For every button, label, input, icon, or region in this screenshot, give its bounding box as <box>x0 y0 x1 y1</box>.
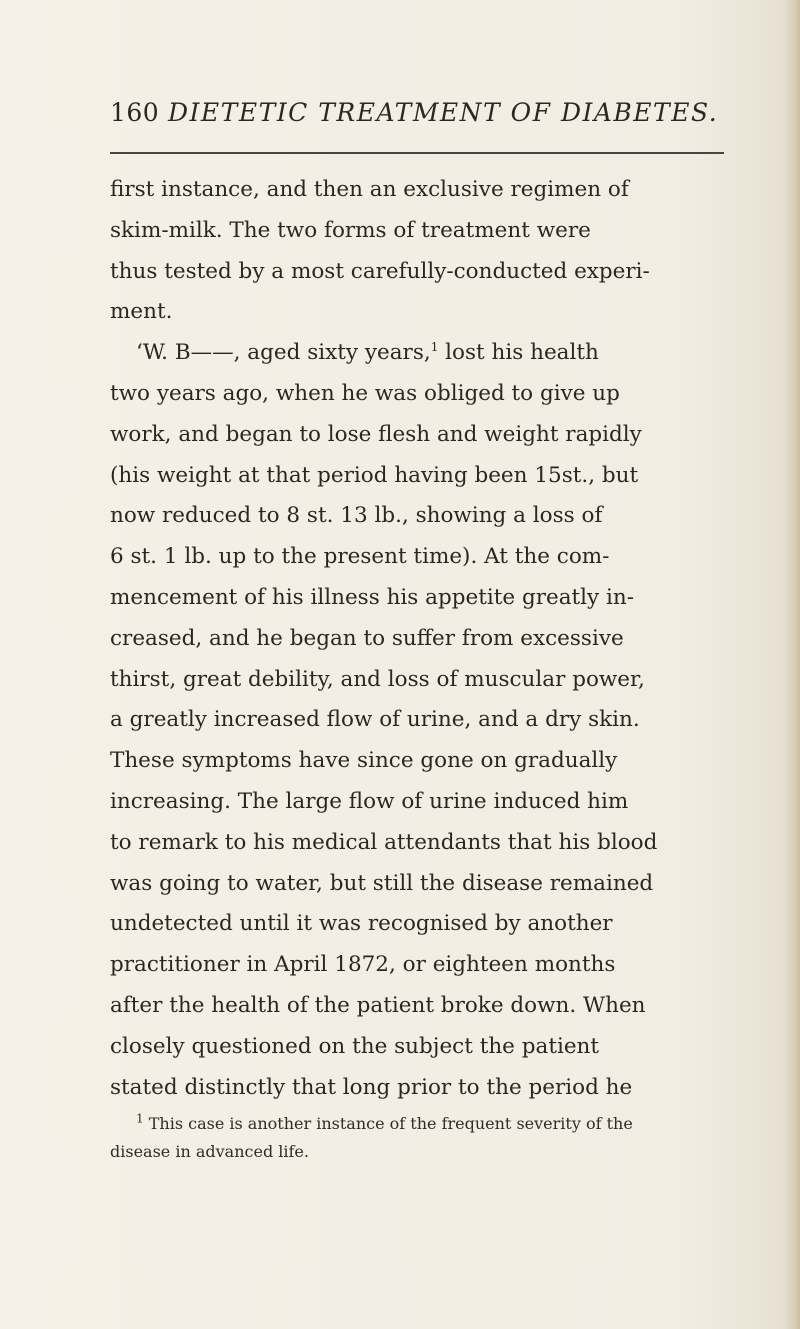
footnote-line <box>110 1110 740 1138</box>
text-line: ment. <box>110 299 173 325</box>
footnote-line: disease in advanced life. <box>110 1142 309 1161</box>
text-line: a greatly increased flow of urine, and a dry skin. <box>110 707 640 733</box>
text-line: These symptoms have since gone on gradually <box>110 748 618 774</box>
footnote-reference: 1 <box>430 340 439 355</box>
footnote <box>110 1110 740 1166</box>
text-line: two years ago, when he was obliged to give up <box>110 380 620 406</box>
header-rule <box>110 152 724 154</box>
footnote-marker: 1 <box>136 1111 144 1126</box>
text-line-with-footnote <box>110 333 740 374</box>
text-line-start: ‘W. B——, aged sixty years, <box>136 340 431 366</box>
text-line: work, and began to lose flesh and weight rapidly <box>110 421 642 447</box>
text-line: to remark to his medical attendants that his blood <box>110 829 658 855</box>
text-line: stated distinctly that long prior to the period he <box>110 1074 633 1100</box>
text-line: (his weight at that period having been 15st., but <box>110 462 639 488</box>
text-line: thus tested by a most carefully-conducted experi- <box>110 258 650 284</box>
text-line: increasing. The large flow of urine induced him <box>110 788 629 814</box>
text-line: first instance, and then an exclusive regimen of <box>110 177 629 202</box>
text-line: thirst, great debility, and loss of muscular power, <box>110 666 645 692</box>
text-line: mencement of his illness his appetite greatly in- <box>110 584 635 610</box>
text-line: closely questioned on the subject the patient <box>110 1033 600 1059</box>
text-line: skim-milk. The two forms of treatment were <box>110 217 591 243</box>
body-text <box>110 170 740 1108</box>
page-number: 160 <box>110 98 160 127</box>
page-edge-shadow <box>786 0 800 1329</box>
text-line: creased, and he began to suffer from excessive <box>110 625 624 651</box>
text-line: was going to water, but still the disease remained <box>110 870 654 896</box>
running-title: DIETETIC TREATMENT OF DIABETES. <box>168 98 719 127</box>
text-line-end: lost his health <box>438 340 599 366</box>
page-header <box>110 98 730 138</box>
text-line: 6 st. 1 lb. up to the present time). At the com- <box>110 544 610 570</box>
footnote-text: This case is another instance of the frequent severity of the <box>143 1114 633 1133</box>
text-line: undetected until it was recognised by another <box>110 911 613 937</box>
text-line: now reduced to 8 st. 13 lb., showing a loss of <box>110 503 603 529</box>
text-line: practitioner in April 1872, or eighteen months <box>110 952 616 978</box>
text-line: after the health of the patient broke down. When <box>110 992 646 1018</box>
